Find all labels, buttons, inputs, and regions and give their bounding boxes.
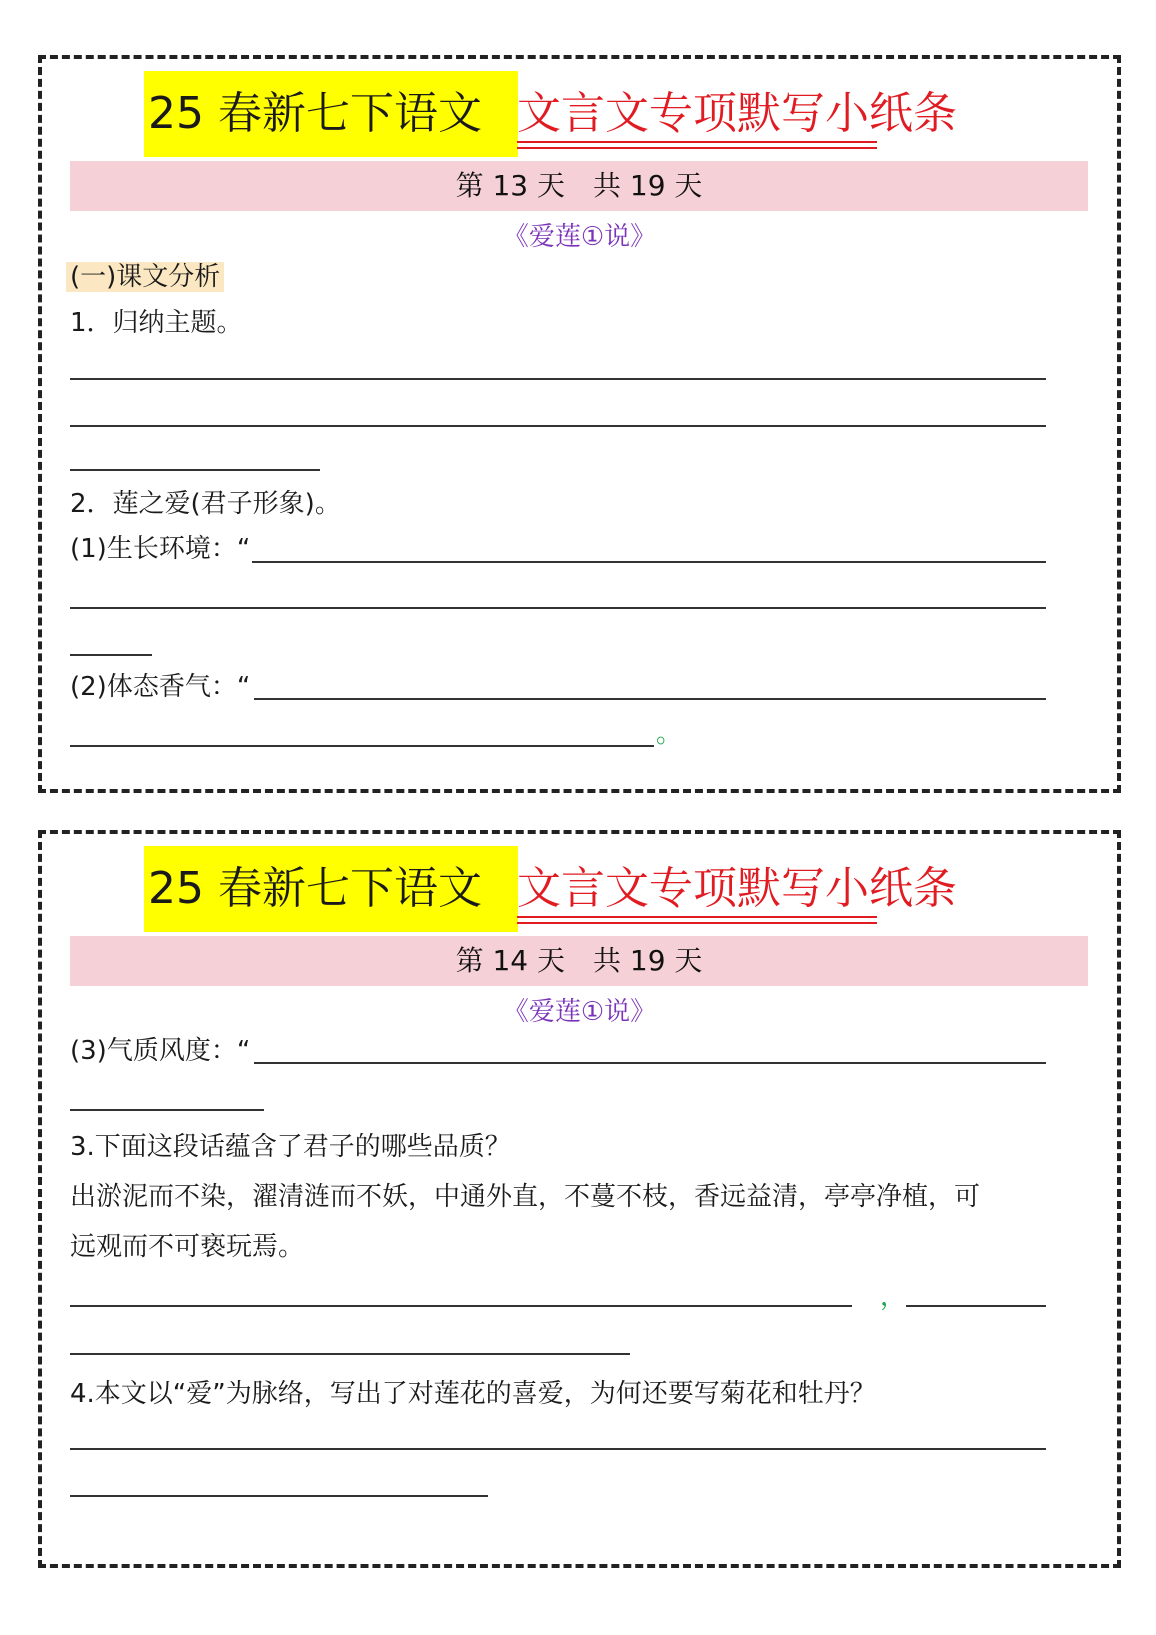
answer-line [70, 378, 1046, 380]
title-double-underline [517, 141, 877, 149]
question-2-3: (3)气质风度：“ [70, 1036, 251, 1066]
question-2: 2．莲之爱(君子形象)。 [70, 489, 341, 519]
comma-mark: ， [880, 1282, 907, 1312]
answer-line [70, 1109, 264, 1111]
section-heading-label: (一)课文分析 [66, 262, 224, 292]
title-red: 文言文专项默写小纸条 [517, 88, 957, 139]
answer-line [70, 607, 1046, 609]
section-heading [66, 257, 224, 297]
title-highlight: 25 春新七下语文 [144, 846, 518, 932]
answer-line [70, 1353, 630, 1355]
question-4: 4.本文以“爱”为脉络，写出了对莲花的喜爱，为何还要写菊花和牡丹？ [70, 1379, 876, 1409]
question-2-1: (1)生长环境：“ [70, 534, 251, 564]
answer-line [70, 654, 152, 656]
answer-line [254, 698, 1046, 700]
lesson-title: 《爱莲①说》 [502, 222, 657, 252]
title-red: 文言文专项默写小纸条 [517, 863, 957, 914]
question-3: 3.下面这段话蕴含了君子的哪些品质？ [70, 1132, 511, 1162]
answer-line [70, 1305, 852, 1307]
day-counter-band: 第 13 天 共 19 天 [70, 161, 1088, 211]
lesson-title: 《爱莲①说》 [502, 997, 657, 1027]
title-highlight: 25 春新七下语文 [144, 71, 518, 157]
question-1: 1．归纳主题。 [70, 308, 243, 338]
answer-line [906, 1305, 1046, 1307]
answer-line [254, 1062, 1046, 1064]
question-2-2: (2)体态香气：“ [70, 672, 251, 702]
period-mark: 。 [656, 719, 683, 749]
answer-line [70, 469, 320, 471]
question-3-passage-line1: 出淤泥而不染，濯清涟而不妖，中通外直，不蔓不枝，香远益清，亭亭净植，可 [70, 1182, 981, 1212]
title-double-underline [517, 916, 877, 924]
answer-line [252, 561, 1046, 563]
answer-line [70, 1448, 1046, 1450]
question-3-passage-line2: 远观而不可亵玩焉。 [70, 1232, 305, 1262]
day-counter-band: 第 14 天 共 19 天 [70, 936, 1088, 986]
answer-line [70, 425, 1046, 427]
worksheet-card-day13 [38, 55, 1121, 793]
answer-line [70, 745, 654, 747]
worksheet-card-day14 [38, 830, 1121, 1568]
answer-line [70, 1495, 488, 1497]
